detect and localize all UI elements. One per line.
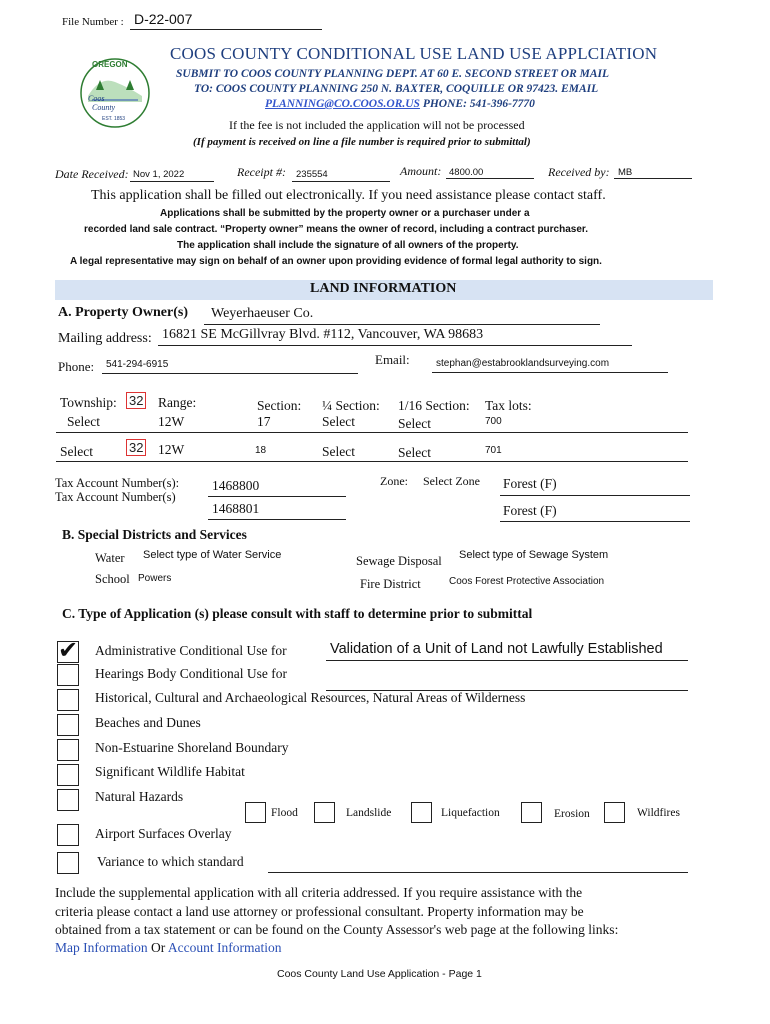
instructions-b3: The application shall include the signature of all owners of the property. <box>177 240 519 251</box>
instructions-b1: Applications shall be submitted by the property owner or a purchaser under a <box>160 208 530 219</box>
airport-overlay-label: Airport Surfaces Overlay <box>95 826 232 841</box>
receipt-label: Receipt #: <box>237 165 286 179</box>
tax-lots-label: Tax lots: <box>485 398 532 413</box>
township-label: Township: <box>60 395 117 410</box>
tax-account-1-value[interactable]: 1468800 <box>212 478 260 493</box>
section-2-value[interactable]: 18 <box>255 445 267 456</box>
quarter-section-1-select[interactable]: Select <box>322 414 355 429</box>
supplemental-para-3: obtained from a tax statement or can be found on the County Assessor's web page at the following links: <box>55 922 619 937</box>
erosion-label: Erosion <box>554 808 590 820</box>
shoreland-boundary-checkbox[interactable] <box>57 739 79 761</box>
admin-conditional-use-value[interactable]: Validation of a Unit of Land not Lawfully Established <box>330 641 663 657</box>
zone-label: Zone: <box>380 474 408 488</box>
seal-mid1: Coos <box>88 94 105 103</box>
map-information-link[interactable]: Map Information <box>55 940 148 955</box>
zone-1-value[interactable]: Forest (F) <box>503 476 557 491</box>
seal-est: EST. 1853 <box>102 116 126 122</box>
instructions-main: This application shall be filled out electronically. If you need assistance please contact staff. <box>91 188 606 203</box>
tax-lot-1-value[interactable]: 700 <box>485 416 502 427</box>
section-label: Section: <box>257 398 302 413</box>
property-owner-label: A. Property Owner(s) <box>58 305 188 320</box>
file-number-value[interactable]: D-22-007 <box>134 11 193 27</box>
received-by-label: Received by: <box>548 165 610 179</box>
account-information-link[interactable]: Account Information <box>167 940 282 955</box>
shoreland-boundary-label: Non-Estuarine Shoreland Boundary <box>95 740 289 755</box>
admin-conditional-use-label: Administrative Conditional Use for <box>95 643 287 658</box>
quarter-section-2-select[interactable]: Select <box>322 444 355 459</box>
supplemental-para-2: criteria please contact a land use attorney or professional consultant. Property information may be <box>55 904 584 919</box>
mailing-address-label: Mailing address: <box>58 331 152 346</box>
online-payment-note: (If payment is received on line a file number is required prior to submittal) <box>193 136 531 148</box>
instructions-b4: A legal representative may sign on behalf of an owner upon providing evidence of formal legal authority to sign. <box>70 256 602 267</box>
fire-district-value[interactable]: Coos Forest Protective Association <box>449 576 605 587</box>
wildfires-checkbox[interactable] <box>604 802 625 823</box>
sewage-label: Sewage Disposal <box>356 554 442 568</box>
form-title: COOS COUNTY CONDITIONAL USE LAND USE APPLCIATION <box>170 44 658 63</box>
erosion-checkbox[interactable] <box>521 802 542 823</box>
sixteenth-section-2-select[interactable]: Select <box>398 445 431 460</box>
beaches-dunes-checkbox[interactable] <box>57 714 79 736</box>
tax-lot-2-value[interactable]: 701 <box>485 445 502 456</box>
or-text: Or <box>147 940 168 955</box>
zone-2-value[interactable]: Forest (F) <box>503 503 557 518</box>
hearings-body-checkbox[interactable] <box>57 664 79 686</box>
water-select[interactable]: Select type of Water Service <box>143 549 282 561</box>
tax-account-label-1: Tax Account Number(s): <box>55 476 180 490</box>
instructions-b2: recorded land sale contract. “Property owner” means the owner of record, including a contract purchaser. <box>84 224 589 235</box>
school-value[interactable]: Powers <box>138 573 172 584</box>
section-1-value[interactable]: 17 <box>257 414 271 429</box>
received-by-value[interactable]: MB <box>618 167 633 178</box>
phone-value[interactable]: 541-294-6915 <box>106 359 169 370</box>
planning-email-link[interactable]: PLANNING@CO.COOS.OR.US <box>265 98 420 110</box>
amount-label: Amount: <box>400 164 442 178</box>
beaches-dunes-label: Beaches and Dunes <box>95 715 201 730</box>
seal-mid2: County <box>92 103 116 112</box>
amount-value[interactable]: 4800.00 <box>449 167 484 178</box>
email-label: Email: <box>375 352 410 367</box>
school-label: School <box>95 572 130 586</box>
quarter-section-label: ¼ Section: <box>322 398 380 413</box>
range-2-value[interactable]: 12W <box>158 442 185 457</box>
zone-select[interactable]: Select Zone <box>423 474 480 488</box>
variance-checkbox[interactable] <box>57 852 79 874</box>
special-districts-heading: B. Special Districts and Services <box>62 527 247 542</box>
planning-phone: PHONE: 541-396-7770 <box>422 98 535 110</box>
airport-overlay-checkbox[interactable] <box>57 824 79 846</box>
natural-hazards-label: Natural Hazards <box>95 789 184 804</box>
flood-checkbox[interactable] <box>245 802 266 823</box>
submit-line-1: SUBMIT TO COOS COUNTY PLANNING DEPT. AT 60 E. SECOND STREET OR MAIL <box>176 68 610 80</box>
county-seal <box>78 56 152 130</box>
range-1-value[interactable]: 12W <box>158 414 185 429</box>
file-number-label: File Number : <box>62 16 124 28</box>
sixteenth-section-1-select[interactable]: Select <box>398 416 431 431</box>
range-label: Range: <box>158 395 197 410</box>
water-label: Water <box>95 551 125 565</box>
natural-hazards-checkbox[interactable] <box>57 789 79 811</box>
liquefaction-label: Liquefaction <box>441 807 500 819</box>
seal-top-text: OREGON <box>92 60 128 69</box>
date-received-value[interactable]: Nov 1, 2022 <box>133 169 185 180</box>
fire-district-label: Fire District <box>360 577 421 591</box>
wildfires-label: Wildfires <box>637 807 680 819</box>
township-2-value[interactable]: 32 <box>126 439 146 456</box>
liquefaction-checkbox[interactable] <box>411 802 432 823</box>
mailing-address-value[interactable]: 16821 SE McGillvray Blvd. #112, Vancouver, WA 98683 <box>162 327 484 342</box>
tax-account-label-2: Tax Account Number(s) <box>55 490 176 504</box>
supplemental-para-1: Include the supplemental application with all criteria addressed. If you require assistance with the <box>55 885 583 900</box>
township-2-select[interactable]: Select <box>60 444 93 459</box>
page-footer: Coos County Land Use Application - Page 1 <box>277 968 482 980</box>
checkmark-icon: ✔ <box>58 638 79 664</box>
hearings-body-label: Hearings Body Conditional Use for <box>95 666 287 681</box>
property-owner-value[interactable]: Weyerhaeuser Co. <box>211 306 314 321</box>
township-1-select[interactable]: Select <box>67 414 100 429</box>
historical-resources-checkbox[interactable] <box>57 689 79 711</box>
date-received-label: Date Received: <box>55 167 129 181</box>
township-1-value[interactable]: 32 <box>126 392 146 409</box>
land-info-heading: LAND INFORMATION <box>310 281 457 296</box>
submit-line-2: TO: COOS COUNTY PLANNING 250 N. BAXTER, COQUILLE OR 97423. EMAIL <box>194 83 599 95</box>
receipt-value[interactable]: 235554 <box>296 169 328 180</box>
landslide-checkbox[interactable] <box>314 802 335 823</box>
phone-label: Phone: <box>58 359 95 374</box>
variance-label: Variance to which standard <box>97 854 244 869</box>
wildlife-habitat-label: Significant Wildlife Habitat <box>95 764 245 779</box>
fee-note: If the fee is not included the application will not be processed <box>229 118 525 132</box>
sewage-select[interactable]: Select type of Sewage System <box>459 549 609 561</box>
admin-conditional-use-checkbox[interactable] <box>57 638 79 664</box>
email-value[interactable]: stephan@estabrooklandsurveying.com <box>436 358 610 369</box>
flood-label: Flood <box>271 807 298 819</box>
landslide-label: Landslide <box>346 807 392 819</box>
tax-account-2-value[interactable]: 1468801 <box>212 501 260 516</box>
sixteenth-section-label: 1/16 Section: <box>398 398 470 413</box>
application-type-heading: C. Type of Application (s) please consult with staff to determine prior to submittal <box>62 606 533 621</box>
wildlife-habitat-checkbox[interactable] <box>57 764 79 786</box>
historical-resources-label: Historical, Cultural and Archaeological Resources, Natural Areas of Wilderness <box>95 690 526 705</box>
